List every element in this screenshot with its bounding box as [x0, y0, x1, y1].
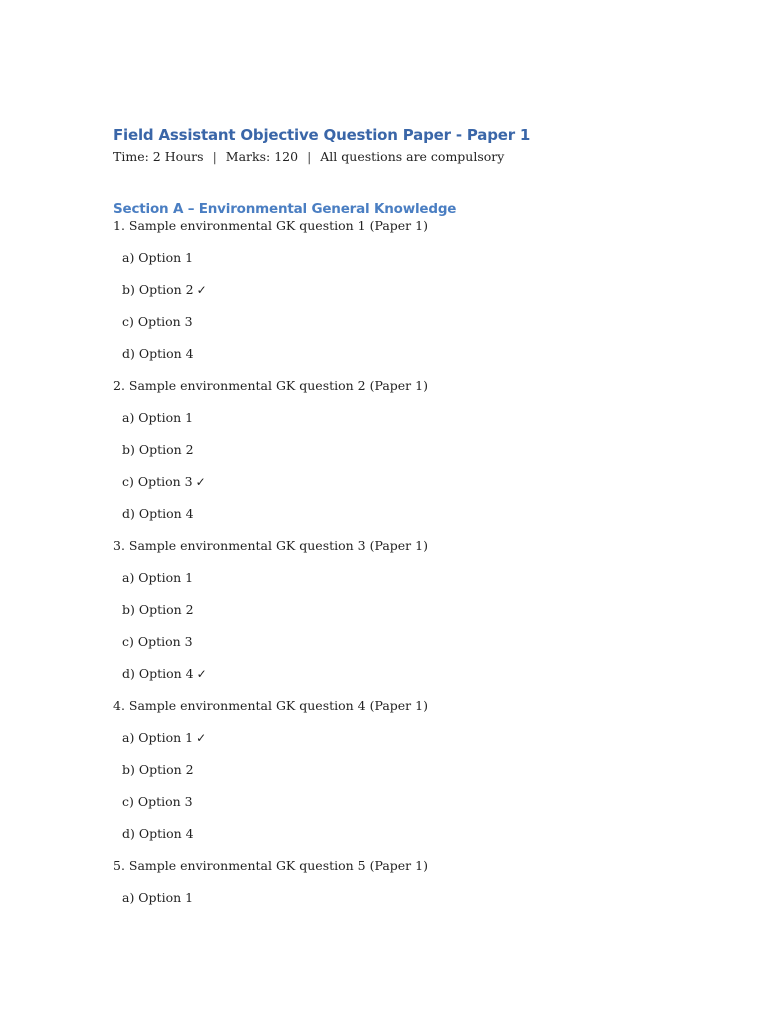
option-label: c) Option 3 — [122, 794, 193, 809]
paper-meta — [113, 146, 673, 168]
check-icon: ✓ — [195, 475, 206, 489]
option-label: c) Option 3 — [122, 314, 193, 329]
option-label: a) Option 1 — [122, 570, 194, 585]
question-text: 3. Sample environmental GK question 3 (Paper 1) — [113, 538, 428, 553]
answer-option — [113, 434, 673, 466]
question-block — [113, 530, 673, 690]
option-label: a) Option 1 — [122, 730, 194, 745]
option-label: b) Option 2 — [122, 442, 194, 457]
section-a-heading: Section A – Environmental General Knowledge — [113, 201, 457, 217]
question-list — [113, 210, 673, 914]
option-label: c) Option 3 — [122, 634, 193, 649]
question-block — [113, 370, 673, 530]
question-text: 1. Sample environmental GK question 1 (Paper 1) — [113, 218, 428, 233]
answer-option — [113, 754, 673, 786]
answer-option — [113, 274, 673, 306]
question-paper-page — [113, 124, 673, 914]
option-label: b) Option 2 — [122, 602, 194, 617]
answer-option — [113, 242, 673, 274]
answer-option — [113, 882, 673, 914]
marks-info: Marks: 120 — [225, 149, 299, 164]
option-label: d) Option 4 — [122, 506, 194, 521]
answer-option — [113, 818, 673, 850]
time-info: Time: 2 Hours — [113, 149, 204, 164]
option-label: a) Option 1 — [122, 890, 194, 905]
answer-option — [113, 402, 673, 434]
option-label: d) Option 4 — [122, 826, 194, 841]
answer-option — [113, 626, 673, 658]
option-label: d) Option 4 — [122, 666, 194, 681]
question-text: 4. Sample environmental GK question 4 (Paper 1) — [113, 698, 428, 713]
question-block — [113, 850, 673, 914]
check-icon: ✓ — [196, 283, 207, 297]
check-icon: ✓ — [196, 731, 207, 745]
question-block — [113, 690, 673, 850]
question-text: 5. Sample environmental GK question 5 (Paper 1) — [113, 858, 428, 873]
option-label: b) Option 2 — [122, 762, 194, 777]
answer-option — [113, 722, 673, 754]
answer-option — [113, 306, 673, 338]
answer-option — [113, 786, 673, 818]
option-label: d) Option 4 — [122, 346, 194, 361]
meta-separator: | — [307, 149, 312, 164]
answer-option — [113, 562, 673, 594]
option-label: b) Option 2 — [122, 282, 194, 297]
option-label: a) Option 1 — [122, 410, 194, 425]
check-icon: ✓ — [196, 667, 207, 681]
question-text: 2. Sample environmental GK question 2 (Paper 1) — [113, 378, 428, 393]
answer-option — [113, 594, 673, 626]
option-label: a) Option 1 — [122, 250, 194, 265]
answer-option — [113, 498, 673, 530]
meta-separator: | — [212, 149, 217, 164]
option-label: c) Option 3 — [122, 474, 193, 489]
answer-option — [113, 338, 673, 370]
instructions-note: All questions are compulsory — [320, 149, 505, 164]
question-block — [113, 210, 673, 370]
page-title: Field Assistant Objective Question Paper - Paper 1 — [113, 126, 531, 144]
answer-option — [113, 658, 673, 690]
answer-option — [113, 466, 673, 498]
